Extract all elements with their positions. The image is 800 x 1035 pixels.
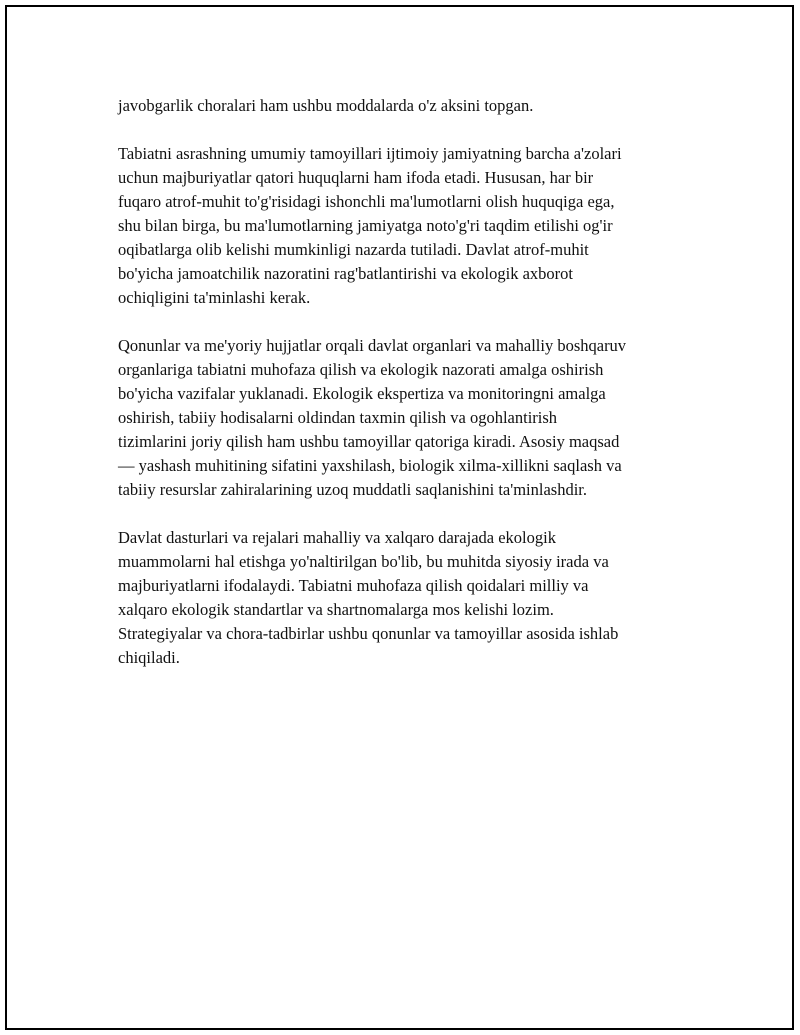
paragraph-3: Qonunlar va me'yoriy hujjatlar orqali davlat organlari va mahalliy boshqaruv organlariga tabiatni muhofaza qilish va ekologik nazorati amalga oshirish bo'yicha vazifalar yuklanadi. Ekologik ekspertiza va monitoringni amalga oshirish, tabiiy hodisalarni oldindan taxmin qilish va ogohlantirish tizimlarini joriy qilish ham ushbu tamoyillar qatoriga kiradi. Asosiy maqsad — yashash muhitining sifatini yaxshilash, biologik xilma-xillikni saqlash va tabiiy resurslar zahiralarining uzoq muddatli saqlanishini ta'minlashdir. — [118, 336, 627, 499]
paragraph-2: Tabiatni asrashning umumiy tamoyillari ijtimoiy jamiyatning barcha a'zolari uchun majburiyatlar qatori huquqlarni ham ifoda etadi. Hususan, har bir fuqaro atrof-muhit to'g'risidagi ishonchli ma'lumotlarni olish huquqiga ega, shu bilan birga, bu ma'lumotlarning jamiyatga noto'g'ri taqdim etilishi og'ir oqibatlarga olib kelishi mumkinligi nazarda tutiladi. Davlat atrof-muhit bo'yicha jamoatchilik nazoratini rag'batlantirishi va ekologik axborot ochiqligini ta'minlashi kerak. — [118, 144, 622, 307]
paragraph-1: javobgarlik choralari ham ushbu moddalarda o'z aksini topgan. — [118, 96, 534, 115]
document-body — [118, 94, 703, 694]
paragraph-4: Davlat dasturlari va rejalari mahalliy va xalqaro darajada ekologik muammolarni hal etishga yo'naltirilgan bo'lib, bu muhitda siyosiy irada va majburiyatlarni ifodalaydi. Tabiatni muhofaza qilish qoidalari milliy va xalqaro ekologik standartlar va shartnomalarga mos kelishi lozim. Strategiyalar va chora-tadbirlar ushbu qonunlar va tamoyillar asosida ishlab chiqiladi. — [118, 528, 619, 667]
